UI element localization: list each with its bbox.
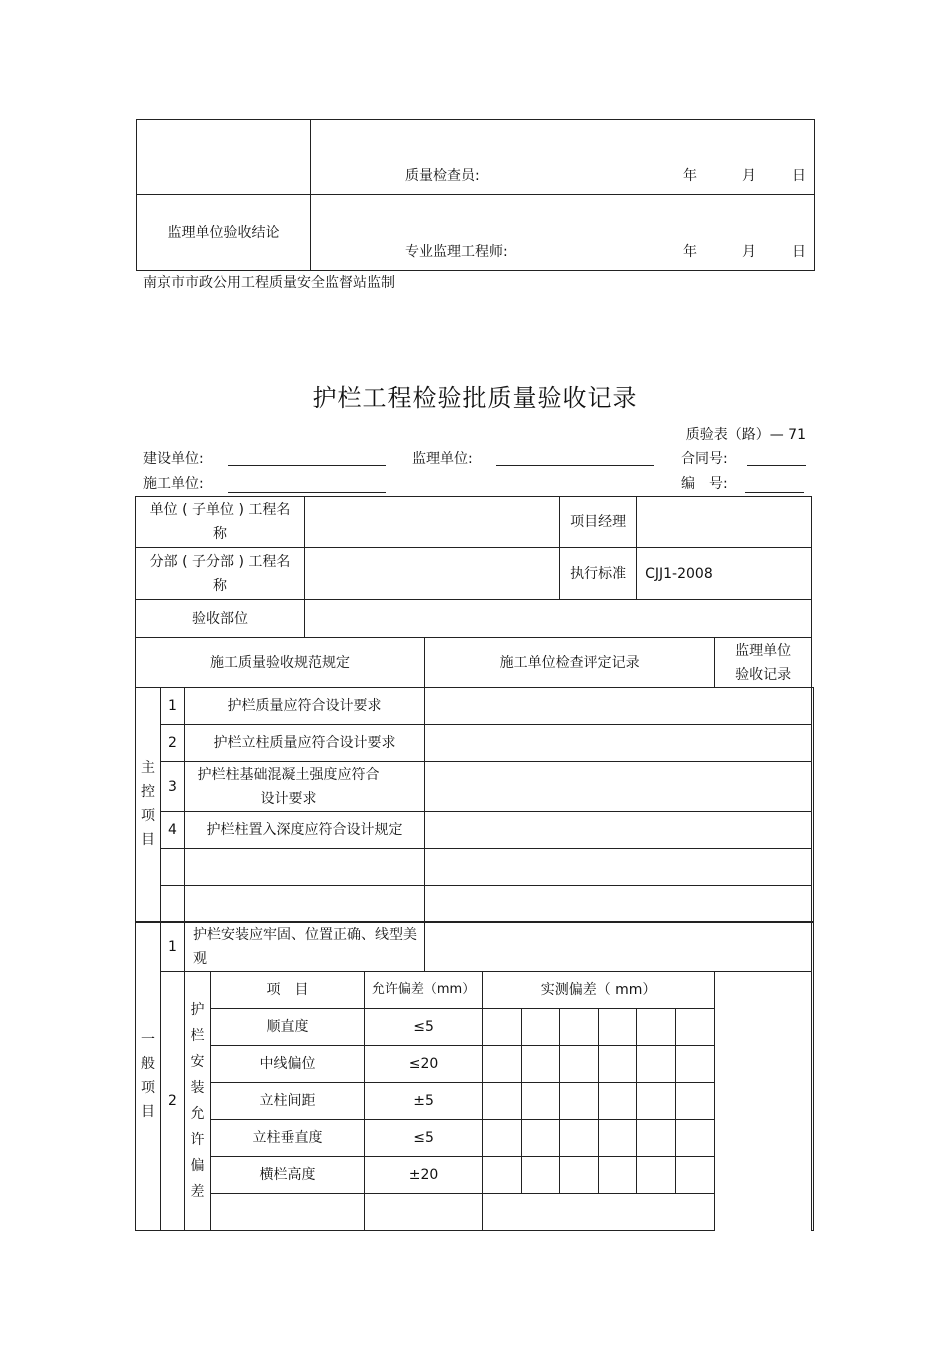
measured-cell[interactable] [522,1082,560,1119]
measured-header: 实测偏差（ mm） [483,971,715,1008]
general-item-text: 护栏安装应牢固、位置正确、线型美观 [185,922,425,972]
standard-label: 执行标准 [560,548,637,600]
year-label: 年 [683,168,697,184]
acceptance-part-field[interactable] [305,600,812,638]
measured-cell[interactable] [483,1082,522,1119]
measured-cell[interactable] [599,1082,637,1119]
conclusion-table [136,119,815,271]
contract-no-label: 合同号: [681,451,728,467]
measured-cell[interactable] [560,1082,599,1119]
item-header: 项 目 [211,971,365,1008]
deviation-item: 立柱垂直度 [211,1119,365,1156]
measured-cell[interactable] [522,1156,560,1193]
general-label: 一 般 项 目 [136,922,161,1231]
item-no: 2 [161,725,185,762]
item-no: 3 [161,762,185,812]
main-item-text: 护栏质量应符合设计要求 [185,688,425,725]
builder-unit-field[interactable] [228,474,386,493]
deviation-item: 顺直度 [211,1008,365,1045]
inspector-label: 质量检查员: [405,168,480,184]
month-label: 月 [742,244,756,260]
main-item-text: 护栏立柱质量应符合设计要求 [185,725,425,762]
supervision-conclusion-label: 监理单位验收结论 [137,195,311,271]
builder-record-cell[interactable] [425,922,812,972]
measured-cell[interactable] [483,1193,715,1230]
builder-unit-label: 施工单位: [143,476,204,492]
deviation-group-label: 护 栏 安 装 允 许 偏 差 [185,971,211,1230]
allowed-value: ≤5 [365,1008,483,1045]
empty-label-cell [137,120,311,195]
main-control-label: 主 控 项 目 [136,688,161,922]
item-no-empty [161,886,185,922]
project-manager-label: 项目经理 [560,497,637,548]
standard-value: CJJ1-2008 [637,548,812,600]
measured-cell[interactable] [560,1119,599,1156]
supervision-record-header: 监理单位验收记录 [715,638,812,688]
sub-project-name-field[interactable] [305,548,560,600]
builder-record-header: 施工单位检查评定记录 [425,638,715,688]
measured-cell[interactable] [599,1156,637,1193]
serial-no-field[interactable] [745,474,804,493]
main-item-text: 护栏柱基础混凝土强度应符合设计要求 [185,762,425,812]
main-item-empty [185,849,425,886]
construction-unit-field[interactable] [228,447,386,466]
form-code: 质验表（路）— 71 [685,427,806,443]
measured-cell[interactable] [676,1082,715,1119]
item-no: 1 [161,688,185,725]
measured-cell[interactable] [483,1156,522,1193]
measured-cell[interactable] [637,1045,676,1082]
day-label: 日 [792,244,806,260]
item-no: 4 [161,812,185,849]
main-item-empty [185,886,425,922]
supervision-record-cell[interactable] [812,688,814,922]
measured-cell[interactable] [637,1156,676,1193]
record-table [135,496,814,1231]
deviation-item: 中线偏位 [211,1045,365,1082]
builder-record-cell[interactable] [425,849,812,886]
allowed-value: ≤5 [365,1119,483,1156]
deviation-item: 立柱间距 [211,1082,365,1119]
supervision-record-cell[interactable] [812,922,814,1231]
item-no-empty [161,849,185,886]
measured-cell[interactable] [560,1156,599,1193]
measured-cell[interactable] [483,1119,522,1156]
supervisor-sign-cell [311,195,815,271]
spec-header: 施工质量验收规范规定 [136,638,425,688]
sub-project-name-label: 分部 ( 子分部 ) 工程名称 [136,548,305,600]
allowed-value-empty [365,1193,483,1230]
measured-cell[interactable] [599,1008,637,1045]
measured-cell[interactable] [483,1045,522,1082]
page-title: 护栏工程检验批质量验收记录 [312,384,638,412]
measured-cell[interactable] [676,1119,715,1156]
builder-record-cell[interactable] [425,762,812,812]
allowed-value: ±5 [365,1082,483,1119]
measured-cell[interactable] [599,1045,637,1082]
inspector-sign-cell [311,120,815,195]
deviation-item: 横栏高度 [211,1156,365,1193]
builder-record-cell[interactable] [425,812,812,849]
measured-cell[interactable] [637,1082,676,1119]
supervision-unit-label: 监理单位: [412,451,473,467]
measured-cell[interactable] [676,1008,715,1045]
item-no: 2 [161,971,185,1230]
measured-cell[interactable] [483,1008,522,1045]
measured-cell[interactable] [637,1119,676,1156]
footer-note: 南京市市政公用工程质量安全监督站监制 [143,275,395,291]
measured-cell[interactable] [522,1045,560,1082]
serial-no-label: 编 号: [681,476,728,492]
month-label: 月 [742,168,756,184]
item-no: 1 [161,922,185,972]
measured-cell[interactable] [560,1008,599,1045]
acceptance-part-label: 验收部位 [136,600,305,638]
main-item-text: 护栏柱置入深度应符合设计规定 [185,812,425,849]
builder-record-cell[interactable] [425,725,812,762]
project-manager-field[interactable] [637,497,812,548]
measured-cell[interactable] [560,1045,599,1082]
builder-record-cell[interactable] [425,688,812,725]
supervision-unit-field[interactable] [496,447,654,466]
measured-cell[interactable] [676,1045,715,1082]
measured-cell[interactable] [599,1119,637,1156]
builder-record-cell[interactable] [425,886,812,922]
measured-cell[interactable] [676,1156,715,1193]
unit-project-name-field[interactable] [305,497,560,548]
supervisor-engineer-label: 专业监理工程师: [405,244,508,260]
day-label: 日 [792,168,806,184]
allowed-value: ±20 [365,1156,483,1193]
year-label: 年 [683,244,697,260]
contract-no-field[interactable] [747,447,806,466]
deviation-item-empty [211,1193,365,1230]
measured-cell[interactable] [637,1008,676,1045]
unit-project-name-label: 单位 ( 子单位 ) 工程名称 [136,497,305,548]
measured-cell[interactable] [522,1119,560,1156]
allowed-value: ≤20 [365,1045,483,1082]
measured-cell[interactable] [522,1008,560,1045]
construction-unit-label: 建设单位: [143,451,204,467]
allowed-header: 允许偏差（mm） [365,971,483,1008]
